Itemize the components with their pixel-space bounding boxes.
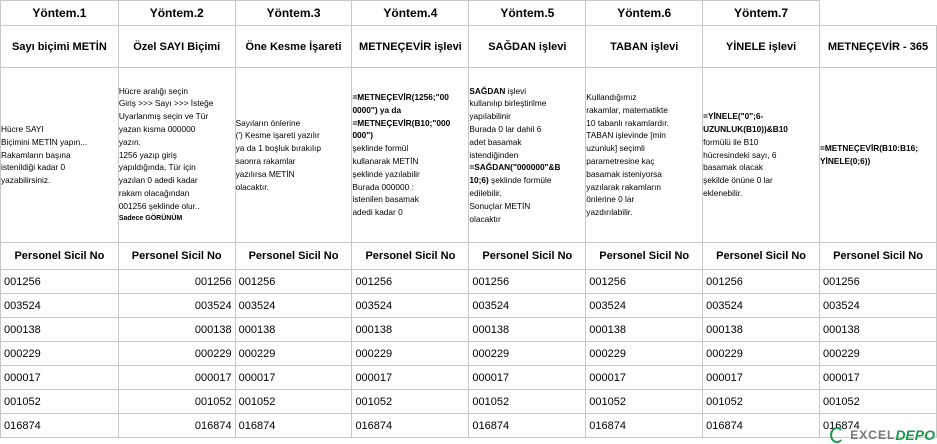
data-cell[interactable]: 001052 (118, 390, 235, 414)
data-cell[interactable]: 000138 (118, 318, 235, 342)
data-cell[interactable]: 001256 (586, 270, 703, 294)
title-cell-6[interactable]: TABAN işlevi (586, 26, 703, 68)
title-cell-2[interactable]: Özel SAYI Biçimi (118, 26, 235, 68)
description-cell-4[interactable]: =METNEÇEVİR(1256;"00 0000") ya da =METNEÇEVİR(B10;"000 000") şeklinde formül kullanarak METİN şeklinde yazılabilir Burada 000000 : istenilen basamak adedi kadar 0 (352, 68, 469, 243)
data-cell[interactable]: 003524 (469, 294, 586, 318)
data-cell[interactable]: 001256 (820, 270, 937, 294)
column-header[interactable]: Personel Sicil No (469, 243, 586, 270)
data-cell[interactable]: 000138 (469, 318, 586, 342)
table-row (1, 414, 937, 438)
data-cell[interactable]: 003524 (118, 294, 235, 318)
method-header-3[interactable]: Yöntem.3 (235, 1, 352, 26)
data-cell[interactable]: 016874 (352, 414, 469, 438)
data-cell[interactable]: 000229 (820, 342, 937, 366)
table-row (1, 294, 937, 318)
data-cell[interactable]: 000017 (235, 366, 352, 390)
data-cell[interactable]: 003524 (1, 294, 119, 318)
column-header[interactable]: Personel Sicil No (235, 243, 352, 270)
table-row (1, 366, 937, 390)
data-cell[interactable]: 003524 (703, 294, 820, 318)
data-cell[interactable]: 016874 (118, 414, 235, 438)
excel-depo-logo: EXCEL DEPO (830, 427, 935, 443)
title-cell-1[interactable]: Sayı biçimi METİN (1, 26, 119, 68)
data-cell[interactable]: 000229 (352, 342, 469, 366)
table-row (1, 270, 937, 294)
data-cell[interactable]: 000229 (586, 342, 703, 366)
description-cell-3[interactable]: Sayıların önlerine (') Kesme işareti yazılır ya da 1 boşluk bırakılıp saonra rakamlar yazılırsa METİN olacaktır. (235, 68, 352, 243)
data-cell[interactable]: 001052 (352, 390, 469, 414)
data-cell[interactable]: 001052 (1, 390, 119, 414)
data-cell[interactable]: 000138 (352, 318, 469, 342)
column-header[interactable]: Personel Sicil No (703, 243, 820, 270)
data-cell[interactable]: 000017 (820, 366, 937, 390)
data-cell[interactable]: 016874 (820, 414, 937, 438)
data-cell[interactable]: 000017 (469, 366, 586, 390)
description-cell-2[interactable]: Hücre aralığı seçin Giriş >>> Sayı >>> İsteğe Uyarlanmış seçin ve Tür yazan kısma 000000 yazın. 1256 yazıp giriş yapıldığında, Tür için yazılan 0 adedi kadar rakam olacağından 001256 şeklinde olur.. Sadece GÖRÜNÜM (118, 68, 235, 243)
empty-cell[interactable] (820, 1, 937, 26)
data-cell[interactable]: 000017 (352, 366, 469, 390)
data-cell[interactable]: 000017 (1, 366, 119, 390)
data-cell[interactable]: 016874 (235, 414, 352, 438)
method-header-7[interactable]: Yöntem.7 (703, 1, 820, 26)
data-cell[interactable]: 000017 (118, 366, 235, 390)
display-only-note: Sadece GÖRÜNÜM (118, 214, 183, 222)
column-header[interactable]: Personel Sicil No (1, 243, 119, 270)
method-header-6[interactable]: Yöntem.6 (586, 1, 703, 26)
data-cell[interactable]: 000229 (469, 342, 586, 366)
title-cell-7[interactable]: YİNELE işlevi (703, 26, 820, 68)
data-cell[interactable]: 000138 (235, 318, 352, 342)
method-header-2[interactable]: Yöntem.2 (118, 1, 235, 26)
data-cell[interactable]: 000138 (586, 318, 703, 342)
title-cell-3[interactable]: Öne Kesme İşareti (235, 26, 352, 68)
data-cell[interactable]: 001256 (118, 270, 235, 294)
description-cell-5[interactable]: SAĞDAN işlevi kullanılıp birleştirilme yapılabilinir Burada 0 lar dahil 6 adet basamak istendiğinden =SAĞDAN("000000"&B 10;6) şeklinde formüle edilebilir. Sonuçlar METİN olacaktır (469, 68, 586, 243)
data-cell[interactable]: 001052 (235, 390, 352, 414)
data-cell[interactable]: 000017 (586, 366, 703, 390)
data-cell[interactable]: 016874 (469, 414, 586, 438)
data-cell[interactable]: 001052 (820, 390, 937, 414)
column-header[interactable]: Personel Sicil No (586, 243, 703, 270)
data-cell[interactable]: 001256 (1, 270, 119, 294)
description-cell-7[interactable]: =YİNELE("0";6- UZUNLUK(B10))&B10 formülü ile B10 hücresindeki sayı, 6 basamak olacak şekilde önüne 0 lar eklenebilir. (703, 68, 820, 243)
data-cell[interactable]: 016874 (586, 414, 703, 438)
data-cell[interactable]: 001052 (703, 390, 820, 414)
description-cell-6[interactable]: Kullandığımız rakamlar, matematikte 10 tabanlı rakamlardır. TABAN işlevinde [min uzunluk] seçimli parametresine kaç basamak isteniyorsa yazılarak rakamların önlerine 0 lar yazdırılabilir. (586, 68, 703, 243)
title-cell-5[interactable]: SAĞDAN işlevi (469, 26, 586, 68)
column-header[interactable]: Personel Sicil No (352, 243, 469, 270)
data-cell[interactable]: 000138 (1, 318, 119, 342)
data-cell[interactable]: 000017 (703, 366, 820, 390)
data-cell[interactable]: 016874 (703, 414, 820, 438)
data-cell[interactable]: 000229 (1, 342, 119, 366)
column-header[interactable]: Personel Sicil No (118, 243, 235, 270)
data-cell[interactable]: 001256 (235, 270, 352, 294)
data-cell[interactable]: 000229 (235, 342, 352, 366)
description-cell-1[interactable]: Hücre SAYI Biçimini METİN yapın... Rakamların başına istenildiği kadar 0 yazabilirsiniz. (1, 68, 119, 243)
table-row (1, 318, 937, 342)
data-cell[interactable]: 001256 (703, 270, 820, 294)
data-cell[interactable]: 000229 (703, 342, 820, 366)
method-header-1[interactable]: Yöntem.1 (1, 1, 119, 26)
title-cell-4[interactable]: METNEÇEVİR işlevi (352, 26, 469, 68)
data-cell[interactable]: 000229 (118, 342, 235, 366)
data-cell[interactable]: 003524 (352, 294, 469, 318)
data-cell[interactable]: 001256 (352, 270, 469, 294)
data-cell[interactable]: 001256 (469, 270, 586, 294)
data-cell[interactable]: 003524 (586, 294, 703, 318)
data-cell[interactable]: 001052 (469, 390, 586, 414)
method-header-5[interactable]: Yöntem.5 (469, 1, 586, 26)
data-cell[interactable]: 001052 (586, 390, 703, 414)
method-header-4[interactable]: Yöntem.4 (352, 1, 469, 26)
data-cell[interactable]: 016874 (1, 414, 119, 438)
data-cell[interactable]: 000138 (703, 318, 820, 342)
table-row (1, 342, 937, 366)
data-cell[interactable]: 000138 (820, 318, 937, 342)
logo-mark-icon (830, 427, 844, 443)
formula-text: =METNEÇEVİR(1256;"00 0000") ya da =METNEÇEVİR(B10;"000 000") (352, 92, 451, 141)
table-row (1, 390, 937, 414)
title-cell-8[interactable]: METNEÇEVİR - 365 (820, 26, 937, 68)
column-header[interactable]: Personel Sicil No (820, 243, 937, 270)
data-cell[interactable]: 003524 (820, 294, 937, 318)
description-cell-8[interactable]: =METNEÇEVİR(B10:B16; YİNELE(0;6)) (820, 68, 937, 243)
data-cell[interactable]: 003524 (235, 294, 352, 318)
